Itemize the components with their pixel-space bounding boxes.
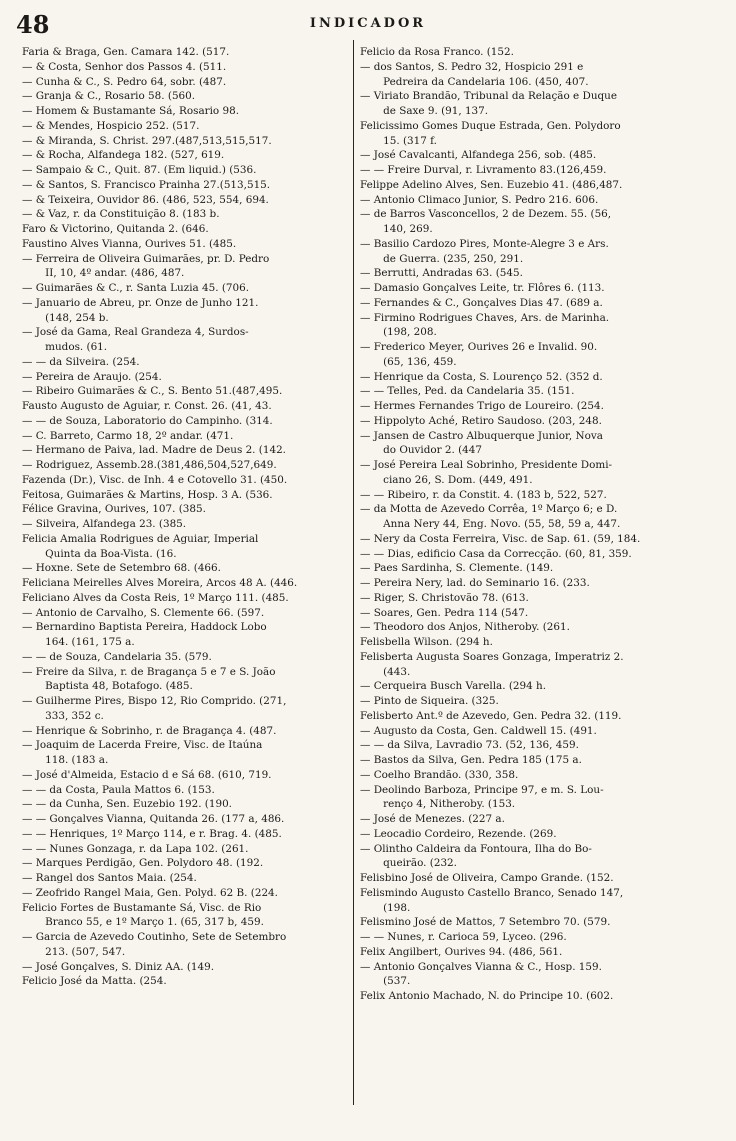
directory-entry: queirão. (232. bbox=[360, 857, 457, 870]
directory-entry: — Marques Perdigão, Gen. Polydoro 48. (192. bbox=[22, 857, 264, 870]
directory-entry: Quinta da Boa-Vista. (16. bbox=[22, 547, 177, 560]
directory-entry: — Soares, Gen. Pedra 114 (547. bbox=[360, 606, 529, 619]
directory-entry: Faria & Braga, Gen. Camara 142. (517. bbox=[22, 46, 230, 58]
directory-entry: — Guilherme Pires, Bispo 12, Rio Comprido. (271, bbox=[22, 695, 287, 707]
directory-entry: — & Vaz, r. da Constituição 8. (183 b. bbox=[22, 208, 220, 221]
directory-entry: — Berrutti, Andradas 63. (545. bbox=[360, 267, 523, 280]
directory-entry: — Theodoro dos Anjos, Nitheroby. (261. bbox=[360, 621, 570, 634]
directory-entry: Felicia Amalia Rodrigues de Aguiar, Imperial bbox=[22, 532, 259, 545]
page-number: 48 bbox=[16, 10, 50, 39]
directory-entry: de Saxe 9. (91, 137. bbox=[360, 105, 489, 117]
directory-entry: Felisbino José de Oliveira, Campo Grande. (152. bbox=[360, 872, 614, 884]
directory-entry: — Fernandes & C., Gonçalves Dias 47. (689 a. bbox=[360, 296, 603, 309]
directory-entry: — C. Barreto, Carmo 18, 2º andar. (471. bbox=[22, 429, 234, 442]
directory-entry: — & Teixeira, Ouvidor 86. (486, 523, 554, 694. bbox=[22, 193, 269, 206]
directory-entry: do Ouvidor 2. (447 bbox=[360, 444, 483, 457]
directory-entry: — — de Souza, Laboratorio do Campinho. (314. bbox=[22, 414, 273, 427]
directory-entry: 333, 352 c. bbox=[22, 709, 104, 722]
directory-entry: — Augusto da Costa, Gen. Caldwell 15. (491. bbox=[360, 724, 597, 737]
directory-entry: — Freire da Silva, r. de Bragança 5 e 7 e S. João bbox=[22, 665, 276, 678]
directory-entry: — Coelho Brandão. (330, 358. bbox=[360, 768, 519, 781]
directory-entry: — — da Cunha, Sen. Euzebio 192. (190. bbox=[22, 798, 232, 811]
directory-entry: — Hermano de Paiva, lad. Madre de Deus 2. (142. bbox=[22, 444, 286, 457]
directory-entry: — — da Silva, Lavradio 73. (52, 136, 459. bbox=[360, 739, 579, 752]
directory-entry: — Paes Sardinha, S. Clemente. (149. bbox=[360, 562, 554, 575]
directory-entry: Felicissimo Gomes Duque Estrada, Gen. Polydoro bbox=[360, 119, 621, 132]
directory-entry: renço 4, Nitheroby. (153. bbox=[360, 798, 516, 811]
directory-entry: Faro & Victorino, Quitanda 2. (646. bbox=[22, 223, 209, 235]
directory-entry: Félice Gravina, Ourives, 107. (385. bbox=[22, 503, 206, 516]
directory-entry: Felix Antonio Machado, N. do Principe 10. (602. bbox=[360, 990, 614, 1002]
directory-entry: — de Barros Vasconcellos, 2 de Dezem. 55. (56, bbox=[360, 208, 612, 221]
directory-entry: (198, 208. bbox=[360, 326, 437, 339]
directory-entry: — Henrique & Sobrinho, r. de Bragança 4. (487. bbox=[22, 724, 277, 737]
directory-entry: Baptista 48, Botafogo. (485. bbox=[22, 680, 193, 693]
directory-entry: — Hippolyto Aché, Retiro Saudoso. (203, 248. bbox=[360, 414, 602, 427]
directory-entry: Felicio Fortes de Bustamante Sá, Visc. de Rio bbox=[22, 901, 262, 914]
directory-entry: Fazenda (Dr.), Visc. de Inh. 4 e Cotovello 31. (450. bbox=[22, 473, 288, 486]
directory-entry: — Joaquim de Lacerda Freire, Visc. de Itaúna bbox=[22, 739, 263, 752]
directory-entry: 15. (317 f. bbox=[360, 134, 437, 147]
directory-entry: — Frederico Meyer, Ourives 26 e Invalid. 90. bbox=[360, 341, 598, 353]
directory-entry: — — Gonçalves Vianna, Quitanda 26. (177 a, 486. bbox=[22, 813, 285, 825]
directory-entry: (65, 136, 459. bbox=[360, 355, 457, 368]
directory-entry: — — Henriques, 1º Março 114, e r. Brag. 4. (485. bbox=[22, 827, 282, 840]
directory-entry: — Antonio Climaco Junior, S. Pedro 216. 606. bbox=[360, 193, 599, 206]
directory-entry: — Cerqueira Busch Varella. (294 h. bbox=[360, 680, 547, 693]
directory-entry: 164. (161, 175 a. bbox=[22, 636, 135, 648]
directory-entry: — Damasio Gonçalves Leite, tr. Flôres 6. (113. bbox=[360, 282, 605, 294]
directory-entry: 213. (507, 547. bbox=[22, 945, 126, 958]
directory-entry: (443. bbox=[360, 665, 411, 678]
directory-entry: — da Motta de Azevedo Corrêa, 1º Março 6; e D. bbox=[360, 503, 618, 516]
directory-entry: — & Costa, Senhor dos Passos 4. (511. bbox=[22, 60, 227, 73]
directory-entry: — Leocadio Cordeiro, Rezende. (269. bbox=[360, 827, 557, 840]
directory-entry: — Silveira, Alfandega 23. (385. bbox=[22, 518, 187, 530]
directory-entry: Branco 55, e 1º Março 1. (65, 317 b, 459. bbox=[22, 916, 264, 929]
directory-entry: — Januario de Abreu, pr. Onze de Junho 121. bbox=[22, 296, 259, 309]
directory-entry: — — Ribeiro, r. da Constit. 4. (183 b, 522, 527. bbox=[360, 488, 607, 501]
directory-entry: Felisberto Ant.º de Azevedo, Gen. Pedra 32. (119. bbox=[360, 709, 622, 722]
directory-entry: — Rodriguez, Assemb.28.(381,486,504,527,649. bbox=[22, 459, 277, 471]
directory-entry: — — Nunes, r. Carioca 59, Lyceo. (296. bbox=[360, 931, 567, 943]
directory-entry: — Bastos da Silva, Gen. Pedra 185 (175 a. bbox=[360, 754, 582, 766]
directory-entry: — Basilio Cardozo Pires, Monte-Alegre 3 e Ars. bbox=[360, 237, 609, 250]
directory-entry: II, 10, 4º andar. (486, 487. bbox=[22, 267, 185, 280]
directory-entry: Feliciana Meirelles Alves Moreira, Arcos 48 A. (446. bbox=[22, 577, 298, 589]
directory-entry: Feitosa, Guimarães & Martins, Hosp. 3 A. (536. bbox=[22, 488, 273, 501]
directory-entry: Felisberta Augusta Soares Gonzaga, Imperatriz 2. bbox=[360, 650, 624, 663]
directory-entry: Felicio da Rosa Franco. (152. bbox=[360, 46, 514, 58]
directory-entry: — Hoxne. Sete de Setembro 68. (466. bbox=[22, 562, 221, 575]
directory-entry: Felix Angilbert, Ourives 94. (486, 561. bbox=[360, 945, 563, 958]
directory-entry: — Homem & Bustamante Sá, Rosario 98. bbox=[22, 105, 240, 117]
directory-entry: — Viriato Brandão, Tribunal da Relação e Duque bbox=[360, 90, 618, 103]
directory-entry: — — Telles, Ped. da Candelaria 35. (151. bbox=[360, 385, 575, 398]
right-column bbox=[360, 45, 720, 1004]
directory-entry: — Pereira de Araujo. (254. bbox=[22, 370, 162, 383]
directory-entry: — Antonio Gonçalves Vianna & C., Hosp. 159. bbox=[360, 960, 602, 973]
directory-entry: ciano 26, S. Dom. (449, 491. bbox=[360, 473, 533, 486]
directory-entry: — Bernardino Baptista Pereira, Haddock Lobo bbox=[22, 621, 267, 634]
directory-entry: — Antonio de Carvalho, S. Clemente 66. (597. bbox=[22, 606, 265, 619]
directory-entry: Fausto Augusto de Aguiar, r. Const. 26. (41, 43. bbox=[22, 400, 272, 412]
column-divider bbox=[353, 40, 354, 1105]
directory-entry: — dos Santos, S. Pedro 32, Hospicio 291 e bbox=[360, 60, 584, 73]
directory-entry: 118. (183 a. bbox=[22, 754, 109, 766]
directory-entry: — Guimarães & C., r. Santa Luzia 45. (706. bbox=[22, 282, 250, 294]
directory-entry: Felippe Adelino Alves, Sen. Euzebio 41. (486,487. bbox=[360, 178, 623, 191]
directory-entry: Felicio José da Matta. (254. bbox=[22, 975, 167, 988]
page-header bbox=[0, 6, 736, 42]
directory-entry: (198. bbox=[360, 901, 411, 914]
directory-entry: — Cunha & C., S. Pedro 64, sobr. (487. bbox=[22, 75, 227, 88]
directory-entry: — Rangel dos Santos Maia. (254. bbox=[22, 872, 197, 884]
directory-entry: Felisbella Wilson. (294 h. bbox=[360, 636, 493, 648]
directory-entry: — — Freire Durval, r. Livramento 83.(126,459. bbox=[360, 164, 607, 176]
directory-entry: — José da Gama, Real Grandeza 4, Surdos- bbox=[22, 326, 249, 339]
directory-entry: — Olintho Caldeira da Fontoura, Ilha do Bo- bbox=[360, 842, 592, 855]
directory-entry: — José Cavalcanti, Alfandega 256, sob. (485. bbox=[360, 149, 597, 162]
directory-entry: — & Rocha, Alfandega 182. (527, 619. bbox=[22, 149, 225, 162]
directory-entry: — Nery da Costa Ferreira, Visc. de Sap. 61. (59, 184. bbox=[360, 532, 641, 545]
directory-entry: — Ferreira de Oliveira Guimarães, pr. D. Pedro bbox=[22, 252, 270, 265]
directory-entry: — — Nunes Gonzaga, r. da Lapa 102. (261. bbox=[22, 842, 249, 855]
directory-entry: (148, 254 b. bbox=[22, 311, 109, 324]
directory-entry: Pedreira da Candelaria 106. (450, 407. bbox=[360, 75, 589, 88]
directory-entry: — & Miranda, S. Christ. 297.(487,513,515,517. bbox=[22, 134, 272, 147]
directory-entry: — — de Souza, Candelaria 35. (579. bbox=[22, 650, 212, 663]
directory-entry: — — da Costa, Paula Mattos 6. (153. bbox=[22, 783, 215, 796]
directory-entry: — Jansen de Castro Albuquerque Junior, Nova bbox=[360, 429, 603, 442]
directory-entry: — Hermes Fernandes Trigo de Loureiro. (254. bbox=[360, 400, 604, 412]
directory-entry: — Deolindo Barboza, Principe 97, e m. S. Lou- bbox=[360, 783, 604, 796]
directory-entry: — José Pereira Leal Sobrinho, Presidente Domi- bbox=[360, 459, 613, 471]
directory-entry: — Ribeiro Guimarães & C., S. Bento 51.(487,495. bbox=[22, 385, 283, 398]
directory-entry: — — Dias, edificio Casa da Correcção. (60, 81, 359. bbox=[360, 547, 632, 560]
directory-entry: Faustino Alves Vianna, Ourives 51. (485. bbox=[22, 237, 237, 250]
directory-entry: — Zeofrido Rangel Maia, Gen. Polyd. 62 B. (224. bbox=[22, 886, 278, 899]
directory-entry: — Granja & C., Rosario 58. (560. bbox=[22, 90, 196, 103]
directory-entry: Felismino José de Mattos, 7 Setembro 70. (579. bbox=[360, 916, 611, 929]
directory-entry: — José d'Almeida, Estacio d e Sá 68. (610, 719. bbox=[22, 768, 272, 781]
directory-entry: — Firmino Rodrigues Chaves, Ars. de Marinha. bbox=[360, 311, 610, 324]
directory-entry: 140, 269. bbox=[360, 223, 433, 235]
directory-entry: — José Gonçalves, S. Diniz AA. (149. bbox=[22, 960, 215, 973]
directory-entry: Feliciano Alves da Costa Reis, 1º Março 111. (485. bbox=[22, 591, 289, 604]
directory-entry: — — da Silveira. (254. bbox=[22, 355, 140, 368]
directory-entry: mudos. (61. bbox=[22, 341, 108, 353]
directory-entry: de Guerra. (235, 250, 291. bbox=[360, 252, 524, 265]
directory-entry: (537. bbox=[360, 975, 411, 988]
directory-entry: — Pinto de Siqueira. (325. bbox=[360, 695, 499, 707]
directory-entry: — Pereira Nery, lad. do Seminario 16. (233. bbox=[360, 577, 590, 589]
directory-entry: — & Santos, S. Francisco Prainha 27.(513,515. bbox=[22, 178, 271, 191]
directory-entry: — Garcia de Azevedo Coutinho, Sete de Setembro bbox=[22, 931, 287, 943]
directory-entry: Anna Nery 44, Eng. Novo. (55, 58, 59 a, 447. bbox=[360, 518, 621, 530]
directory-entry: — & Mendes, Hospicio 252. (517. bbox=[22, 119, 200, 132]
directory-entry: — Henrique da Costa, S. Lourenço 52. (352 d. bbox=[360, 370, 603, 383]
directory-entry: Felismindo Augusto Castello Branco, Senado 147, bbox=[360, 886, 624, 899]
left-column bbox=[22, 45, 350, 989]
directory-entry: — Sampaio & C., Quit. 87. (Em liquid.) (536. bbox=[22, 164, 257, 176]
directory-entry: — José de Menezes. (227 a. bbox=[360, 813, 505, 825]
running-title: INDICADOR bbox=[309, 16, 427, 31]
directory-entry: — Riger, S. Christovão 78. (613. bbox=[360, 591, 529, 604]
